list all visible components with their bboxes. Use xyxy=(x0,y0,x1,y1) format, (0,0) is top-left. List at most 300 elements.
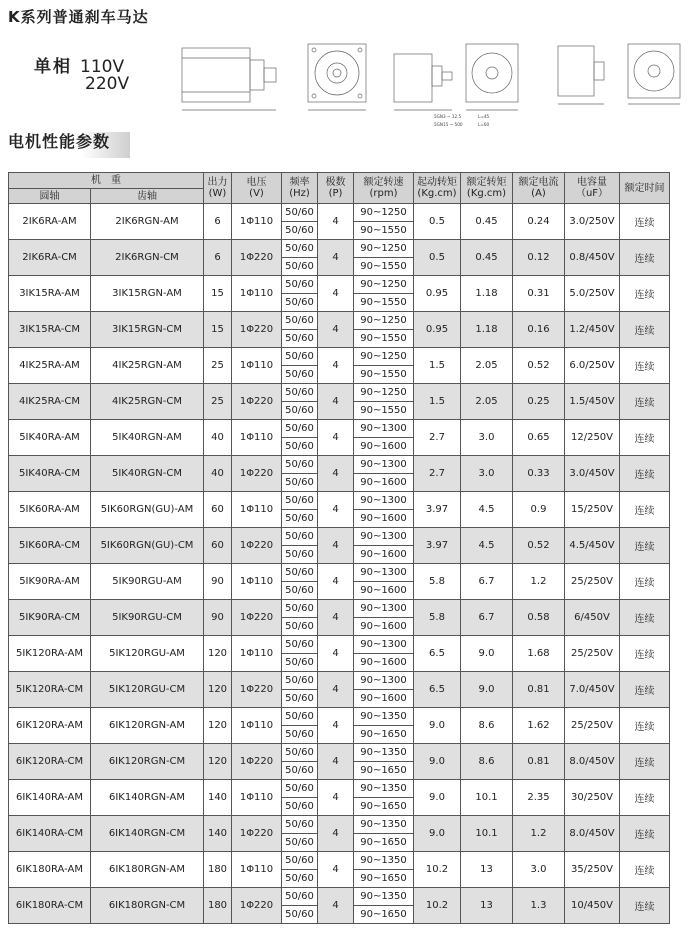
cell-start-torque: 9.0 xyxy=(414,744,461,780)
phase-label: 单相 xyxy=(34,57,72,77)
cell-power: 120 xyxy=(204,672,232,708)
cell-speed: 90~1300 xyxy=(354,564,414,582)
cell-capacitance: 25/250V xyxy=(565,636,620,672)
cell-start-torque: 9.0 xyxy=(414,780,461,816)
header-frequency: 频率 (Hz) xyxy=(282,173,318,204)
cell-speed: 90~1350 xyxy=(354,852,414,870)
cell-speed: 90~1550 xyxy=(354,294,414,312)
cell-start-torque: 2.7 xyxy=(414,456,461,492)
cell-poles: 4 xyxy=(318,816,354,852)
cell-speed: 90~1650 xyxy=(354,834,414,852)
cell-frequency: 50/60 xyxy=(282,816,318,834)
header-gear-shaft: 齿轴 xyxy=(91,189,204,204)
cell-voltage: 1Φ110 xyxy=(232,276,282,312)
table-row xyxy=(9,528,670,546)
table-row xyxy=(9,348,670,366)
note-2: 5GN15 ~ 500 xyxy=(434,122,463,127)
cell-gear-shaft: 3IK15RGN-AM xyxy=(91,276,204,312)
cell-frequency: 50/60 xyxy=(282,636,318,654)
cell-capacitance: 6/450V xyxy=(565,600,620,636)
cell-voltage: 1Φ220 xyxy=(232,528,282,564)
cell-gear-shaft: 5IK90RGU-AM xyxy=(91,564,204,600)
cell-gear-shaft: 6IK180RGN-AM xyxy=(91,852,204,888)
cell-gear-shaft: 6IK140RGN-AM xyxy=(91,780,204,816)
cell-gear-shaft: 4IK25RGN-AM xyxy=(91,348,204,384)
cell-rated-current: 0.24 xyxy=(513,204,565,240)
cell-capacitance: 30/250V xyxy=(565,780,620,816)
cell-power: 25 xyxy=(204,384,232,420)
cell-capacitance: 5.0/250V xyxy=(565,276,620,312)
cell-rated-current: 0.58 xyxy=(513,600,565,636)
note-3: L=45 xyxy=(478,114,490,119)
cell-speed: 90~1550 xyxy=(354,258,414,276)
dimension-drawings xyxy=(178,38,688,130)
cell-rated-time: 连续 xyxy=(620,600,670,636)
cell-voltage: 1Φ110 xyxy=(232,780,282,816)
cell-gear-shaft: 6IK140RGN-CM xyxy=(91,816,204,852)
cell-rated-torque: 3.0 xyxy=(461,456,513,492)
header-voltage: 电压 (V) xyxy=(232,173,282,204)
cell-poles: 4 xyxy=(318,384,354,420)
cell-poles: 4 xyxy=(318,780,354,816)
cell-gear-shaft: 3IK15RGN-CM xyxy=(91,312,204,348)
cell-frequency: 50/60 xyxy=(282,906,318,924)
cell-rated-time: 连续 xyxy=(620,888,670,924)
cell-voltage: 1Φ110 xyxy=(232,348,282,384)
header-rated-speed: 额定转速 (rpm) xyxy=(354,173,414,204)
cell-frequency: 50/60 xyxy=(282,618,318,636)
cell-frequency: 50/60 xyxy=(282,708,318,726)
cell-rated-torque: 4.5 xyxy=(461,528,513,564)
cell-speed: 90~1300 xyxy=(354,420,414,438)
cell-gear-shaft: 4IK25RGN-CM xyxy=(91,384,204,420)
cell-rated-time: 连续 xyxy=(620,420,670,456)
section-title: 电机性能参数 xyxy=(8,132,111,151)
table-row xyxy=(9,600,670,618)
cell-poles: 4 xyxy=(318,348,354,384)
cell-start-torque: 5.8 xyxy=(414,564,461,600)
cell-frequency: 50/60 xyxy=(282,222,318,240)
table-row xyxy=(9,564,670,582)
cell-rated-time: 连续 xyxy=(620,348,670,384)
cell-rated-time: 连续 xyxy=(620,384,670,420)
table-row xyxy=(9,204,670,222)
cell-frequency: 50/60 xyxy=(282,330,318,348)
cell-speed: 90~1600 xyxy=(354,654,414,672)
cell-frequency: 50/60 xyxy=(282,204,318,222)
cell-voltage: 1Φ110 xyxy=(232,564,282,600)
cell-rated-time: 连续 xyxy=(620,852,670,888)
cell-speed: 90~1550 xyxy=(354,366,414,384)
cell-frequency: 50/60 xyxy=(282,366,318,384)
cell-voltage: 1Φ220 xyxy=(232,744,282,780)
cell-frequency: 50/60 xyxy=(282,762,318,780)
cell-capacitance: 1.5/450V xyxy=(565,384,620,420)
cell-speed: 90~1550 xyxy=(354,222,414,240)
cell-poles: 4 xyxy=(318,492,354,528)
cell-start-torque: 0.5 xyxy=(414,240,461,276)
cell-rated-current: 0.33 xyxy=(513,456,565,492)
cell-round-shaft: 5IK40RA-AM xyxy=(9,420,91,456)
cell-speed: 90~1650 xyxy=(354,906,414,924)
cell-round-shaft: 6IK180RA-CM xyxy=(9,888,91,924)
cell-rated-torque: 8.6 xyxy=(461,744,513,780)
cell-poles: 4 xyxy=(318,564,354,600)
cell-power: 180 xyxy=(204,852,232,888)
header-poles: 极数 (P) xyxy=(318,173,354,204)
header-rated-time: 额定时间 xyxy=(620,173,670,204)
cell-speed: 90~1650 xyxy=(354,762,414,780)
cell-start-torque: 2.7 xyxy=(414,420,461,456)
performance-table xyxy=(8,172,670,924)
cell-speed: 90~1600 xyxy=(354,438,414,456)
cell-gear-shaft: 5IK120RGU-CM xyxy=(91,672,204,708)
cell-rated-torque: 2.05 xyxy=(461,384,513,420)
cell-rated-time: 连续 xyxy=(620,528,670,564)
cell-rated-torque: 13 xyxy=(461,852,513,888)
cell-speed: 90~1250 xyxy=(354,384,414,402)
cell-round-shaft: 6IK120RA-CM xyxy=(9,744,91,780)
cell-frequency: 50/60 xyxy=(282,438,318,456)
cell-gear-shaft: 2IK6RGN-CM xyxy=(91,240,204,276)
cell-capacitance: 4.5/450V xyxy=(565,528,620,564)
cell-round-shaft: 4IK25RA-AM xyxy=(9,348,91,384)
cell-rated-current: 1.2 xyxy=(513,816,565,852)
cell-rated-current: 0.52 xyxy=(513,528,565,564)
cell-voltage: 1Φ220 xyxy=(232,312,282,348)
cell-poles: 4 xyxy=(318,204,354,240)
table-row xyxy=(9,780,670,798)
cell-speed: 90~1300 xyxy=(354,492,414,510)
cell-capacitance: 8.0/450V xyxy=(565,816,620,852)
cell-rated-current: 1.3 xyxy=(513,888,565,924)
cell-speed: 90~1300 xyxy=(354,528,414,546)
cell-poles: 4 xyxy=(318,888,354,924)
table-row xyxy=(9,852,670,870)
cell-round-shaft: 6IK140RA-AM xyxy=(9,780,91,816)
cell-rated-current: 3.0 xyxy=(513,852,565,888)
cell-frequency: 50/60 xyxy=(282,726,318,744)
cell-rated-current: 0.25 xyxy=(513,384,565,420)
cell-speed: 90~1350 xyxy=(354,744,414,762)
cell-frequency: 50/60 xyxy=(282,510,318,528)
cell-speed: 90~1300 xyxy=(354,672,414,690)
cell-power: 25 xyxy=(204,348,232,384)
cell-start-torque: 6.5 xyxy=(414,672,461,708)
cell-rated-time: 连续 xyxy=(620,276,670,312)
cell-voltage: 1Φ220 xyxy=(232,456,282,492)
cell-round-shaft: 5IK90RA-AM xyxy=(9,564,91,600)
cell-speed: 90~1250 xyxy=(354,312,414,330)
cell-capacitance: 0.8/450V xyxy=(565,240,620,276)
cell-round-shaft: 4IK25RA-CM xyxy=(9,384,91,420)
cell-speed: 90~1600 xyxy=(354,546,414,564)
table-row xyxy=(9,636,670,654)
cell-capacitance: 35/250V xyxy=(565,852,620,888)
cell-speed: 90~1300 xyxy=(354,456,414,474)
cell-start-torque: 3.97 xyxy=(414,492,461,528)
cell-round-shaft: 5IK120RA-CM xyxy=(9,672,91,708)
cell-speed: 90~1600 xyxy=(354,690,414,708)
cell-rated-time: 连续 xyxy=(620,816,670,852)
cell-poles: 4 xyxy=(318,240,354,276)
voltage-110: 110V xyxy=(80,57,125,77)
cell-rated-torque: 1.18 xyxy=(461,312,513,348)
cell-frequency: 50/60 xyxy=(282,492,318,510)
cell-poles: 4 xyxy=(318,636,354,672)
cell-power: 6 xyxy=(204,204,232,240)
cell-frequency: 50/60 xyxy=(282,744,318,762)
cell-capacitance: 25/250V xyxy=(565,708,620,744)
cell-rated-current: 0.16 xyxy=(513,312,565,348)
cell-poles: 4 xyxy=(318,312,354,348)
cell-round-shaft: 2IK6RA-CM xyxy=(9,240,91,276)
cell-voltage: 1Φ220 xyxy=(232,672,282,708)
cell-poles: 4 xyxy=(318,276,354,312)
cell-capacitance: 3.0/450V xyxy=(565,456,620,492)
cell-rated-time: 连续 xyxy=(620,492,670,528)
cell-frequency: 50/60 xyxy=(282,546,318,564)
cell-rated-torque: 6.7 xyxy=(461,564,513,600)
cell-frequency: 50/60 xyxy=(282,852,318,870)
cell-power: 40 xyxy=(204,456,232,492)
cell-capacitance: 10/450V xyxy=(565,888,620,924)
cell-rated-time: 连续 xyxy=(620,672,670,708)
cell-speed: 90~1650 xyxy=(354,870,414,888)
cell-power: 40 xyxy=(204,420,232,456)
cell-capacitance: 25/250V xyxy=(565,564,620,600)
cell-gear-shaft: 5IK90RGU-CM xyxy=(91,600,204,636)
cell-poles: 4 xyxy=(318,420,354,456)
cell-speed: 90~1250 xyxy=(354,204,414,222)
cell-start-torque: 10.2 xyxy=(414,888,461,924)
cell-frequency: 50/60 xyxy=(282,654,318,672)
cell-round-shaft: 3IK15RA-AM xyxy=(9,276,91,312)
cell-rated-torque: 3.0 xyxy=(461,420,513,456)
cell-poles: 4 xyxy=(318,600,354,636)
cell-round-shaft: 5IK90RA-CM xyxy=(9,600,91,636)
cell-start-torque: 1.5 xyxy=(414,384,461,420)
cell-rated-torque: 10.1 xyxy=(461,816,513,852)
cell-start-torque: 5.8 xyxy=(414,600,461,636)
cell-voltage: 1Φ110 xyxy=(232,636,282,672)
cell-voltage: 1Φ220 xyxy=(232,816,282,852)
cell-rated-torque: 8.6 xyxy=(461,708,513,744)
table-row xyxy=(9,816,670,834)
cell-frequency: 50/60 xyxy=(282,240,318,258)
cell-speed: 90~1350 xyxy=(354,708,414,726)
cell-frequency: 50/60 xyxy=(282,474,318,492)
cell-speed: 90~1600 xyxy=(354,510,414,528)
cell-rated-time: 连续 xyxy=(620,708,670,744)
header-rated-current: 额定电流 (A) xyxy=(513,173,565,204)
cell-capacitance: 6.0/250V xyxy=(565,348,620,384)
cell-speed: 90~1600 xyxy=(354,618,414,636)
cell-power: 140 xyxy=(204,816,232,852)
cell-rated-time: 连续 xyxy=(620,312,670,348)
cell-frequency: 50/60 xyxy=(282,834,318,852)
header-start-torque: 起动转矩 (Kg.cm) xyxy=(414,173,461,204)
cell-start-torque: 9.0 xyxy=(414,708,461,744)
page-title: K系列普通刹车马达 xyxy=(8,8,149,26)
cell-speed: 90~1250 xyxy=(354,276,414,294)
cell-rated-current: 0.12 xyxy=(513,240,565,276)
cell-start-torque: 3.97 xyxy=(414,528,461,564)
cell-speed: 90~1600 xyxy=(354,474,414,492)
cell-frequency: 50/60 xyxy=(282,564,318,582)
cell-rated-time: 连续 xyxy=(620,240,670,276)
cell-round-shaft: 6IK180RA-AM xyxy=(9,852,91,888)
cell-frequency: 50/60 xyxy=(282,582,318,600)
note-4: L=60 xyxy=(478,122,490,127)
cell-rated-torque: 13 xyxy=(461,888,513,924)
table-row xyxy=(9,456,670,474)
cell-capacitance: 3.0/250V xyxy=(565,204,620,240)
cell-rated-torque: 0.45 xyxy=(461,204,513,240)
cell-poles: 4 xyxy=(318,708,354,744)
cell-poles: 4 xyxy=(318,744,354,780)
note-1: 5GN3 ~ 12.5 xyxy=(434,114,462,119)
table-row xyxy=(9,312,670,330)
cell-voltage: 1Φ110 xyxy=(232,708,282,744)
cell-capacitance: 12/250V xyxy=(565,420,620,456)
cell-power: 90 xyxy=(204,564,232,600)
cell-rated-time: 连续 xyxy=(620,564,670,600)
cell-rated-torque: 2.05 xyxy=(461,348,513,384)
cell-frequency: 50/60 xyxy=(282,348,318,366)
cell-frequency: 50/60 xyxy=(282,780,318,798)
cell-frequency: 50/60 xyxy=(282,888,318,906)
cell-voltage: 1Φ220 xyxy=(232,384,282,420)
cell-rated-current: 1.2 xyxy=(513,564,565,600)
cell-power: 120 xyxy=(204,636,232,672)
cell-rated-current: 0.81 xyxy=(513,672,565,708)
cell-power: 140 xyxy=(204,780,232,816)
cell-voltage: 1Φ220 xyxy=(232,240,282,276)
cell-rated-torque: 10.1 xyxy=(461,780,513,816)
cell-rated-torque: 0.45 xyxy=(461,240,513,276)
table-row xyxy=(9,420,670,438)
cell-capacitance: 1.2/450V xyxy=(565,312,620,348)
cell-gear-shaft: 2IK6RGN-AM xyxy=(91,204,204,240)
cell-power: 90 xyxy=(204,600,232,636)
cell-speed: 90~1300 xyxy=(354,636,414,654)
cell-round-shaft: 2IK6RA-AM xyxy=(9,204,91,240)
cell-power: 120 xyxy=(204,744,232,780)
cell-poles: 4 xyxy=(318,528,354,564)
cell-power: 15 xyxy=(204,312,232,348)
cell-frequency: 50/60 xyxy=(282,276,318,294)
cell-rated-time: 连续 xyxy=(620,456,670,492)
cell-rated-torque: 4.5 xyxy=(461,492,513,528)
cell-rated-current: 0.9 xyxy=(513,492,565,528)
cell-round-shaft: 5IK40RA-CM xyxy=(9,456,91,492)
table-row xyxy=(9,276,670,294)
cell-frequency: 50/60 xyxy=(282,456,318,474)
cell-speed: 90~1650 xyxy=(354,798,414,816)
cell-frequency: 50/60 xyxy=(282,600,318,618)
header-model: 机 重 xyxy=(9,173,204,189)
cell-frequency: 50/60 xyxy=(282,798,318,816)
cell-frequency: 50/60 xyxy=(282,870,318,888)
cell-poles: 4 xyxy=(318,672,354,708)
cell-speed: 90~1350 xyxy=(354,888,414,906)
cell-rated-torque: 6.7 xyxy=(461,600,513,636)
cell-round-shaft: 5IK60RA-AM xyxy=(9,492,91,528)
cell-round-shaft: 6IK140RA-CM xyxy=(9,816,91,852)
cell-poles: 4 xyxy=(318,852,354,888)
cell-rated-time: 连续 xyxy=(620,744,670,780)
cell-speed: 90~1550 xyxy=(354,330,414,348)
cell-rated-current: 0.65 xyxy=(513,420,565,456)
cell-rated-current: 0.31 xyxy=(513,276,565,312)
cell-voltage: 1Φ110 xyxy=(232,492,282,528)
cell-capacitance: 15/250V xyxy=(565,492,620,528)
cell-speed: 90~1250 xyxy=(354,348,414,366)
cell-capacitance: 7.0/450V xyxy=(565,672,620,708)
voltage-220: 220V xyxy=(85,74,130,94)
cell-speed: 90~1650 xyxy=(354,726,414,744)
cell-power: 60 xyxy=(204,528,232,564)
cell-voltage: 1Φ110 xyxy=(232,204,282,240)
cell-start-torque: 9.0 xyxy=(414,816,461,852)
cell-gear-shaft: 6IK120RGN-CM xyxy=(91,744,204,780)
cell-start-torque: 1.5 xyxy=(414,348,461,384)
cell-frequency: 50/60 xyxy=(282,258,318,276)
table-row xyxy=(9,888,670,906)
cell-power: 60 xyxy=(204,492,232,528)
cell-round-shaft: 5IK60RA-CM xyxy=(9,528,91,564)
cell-voltage: 1Φ220 xyxy=(232,600,282,636)
cell-speed: 90~1300 xyxy=(354,600,414,618)
cell-voltage: 1Φ110 xyxy=(232,420,282,456)
table-row xyxy=(9,384,670,402)
phase-voltage xyxy=(34,52,130,94)
cell-speed: 90~1600 xyxy=(354,582,414,600)
cell-voltage: 1Φ220 xyxy=(232,888,282,924)
cell-rated-current: 2.35 xyxy=(513,780,565,816)
cell-poles: 4 xyxy=(318,456,354,492)
cell-frequency: 50/60 xyxy=(282,690,318,708)
cell-gear-shaft: 5IK120RGU-AM xyxy=(91,636,204,672)
cell-rated-time: 连续 xyxy=(620,636,670,672)
cell-gear-shaft: 5IK60RGN(GU)-CM xyxy=(91,528,204,564)
cell-frequency: 50/60 xyxy=(282,294,318,312)
cell-frequency: 50/60 xyxy=(282,402,318,420)
cell-speed: 90~1350 xyxy=(354,780,414,798)
table-row xyxy=(9,492,670,510)
cell-speed: 90~1250 xyxy=(354,240,414,258)
cell-frequency: 50/60 xyxy=(282,384,318,402)
cell-gear-shaft: 5IK40RGN-CM xyxy=(91,456,204,492)
cell-start-torque: 6.5 xyxy=(414,636,461,672)
cell-rated-current: 1.62 xyxy=(513,708,565,744)
cell-start-torque: 0.5 xyxy=(414,204,461,240)
cell-gear-shaft: 6IK120RGN-AM xyxy=(91,708,204,744)
table-row xyxy=(9,744,670,762)
cell-start-torque: 10.2 xyxy=(414,852,461,888)
cell-rated-torque: 1.18 xyxy=(461,276,513,312)
header-power: 出力 (W) xyxy=(204,173,232,204)
cell-rated-current: 1.68 xyxy=(513,636,565,672)
header-round-shaft: 圆轴 xyxy=(9,189,91,204)
cell-rated-current: 0.81 xyxy=(513,744,565,780)
cell-round-shaft: 3IK15RA-CM xyxy=(9,312,91,348)
cell-capacitance: 8.0/450V xyxy=(565,744,620,780)
header-rated-torque: 额定转矩 (Kg.cm) xyxy=(461,173,513,204)
table-row xyxy=(9,708,670,726)
cell-rated-torque: 9.0 xyxy=(461,636,513,672)
